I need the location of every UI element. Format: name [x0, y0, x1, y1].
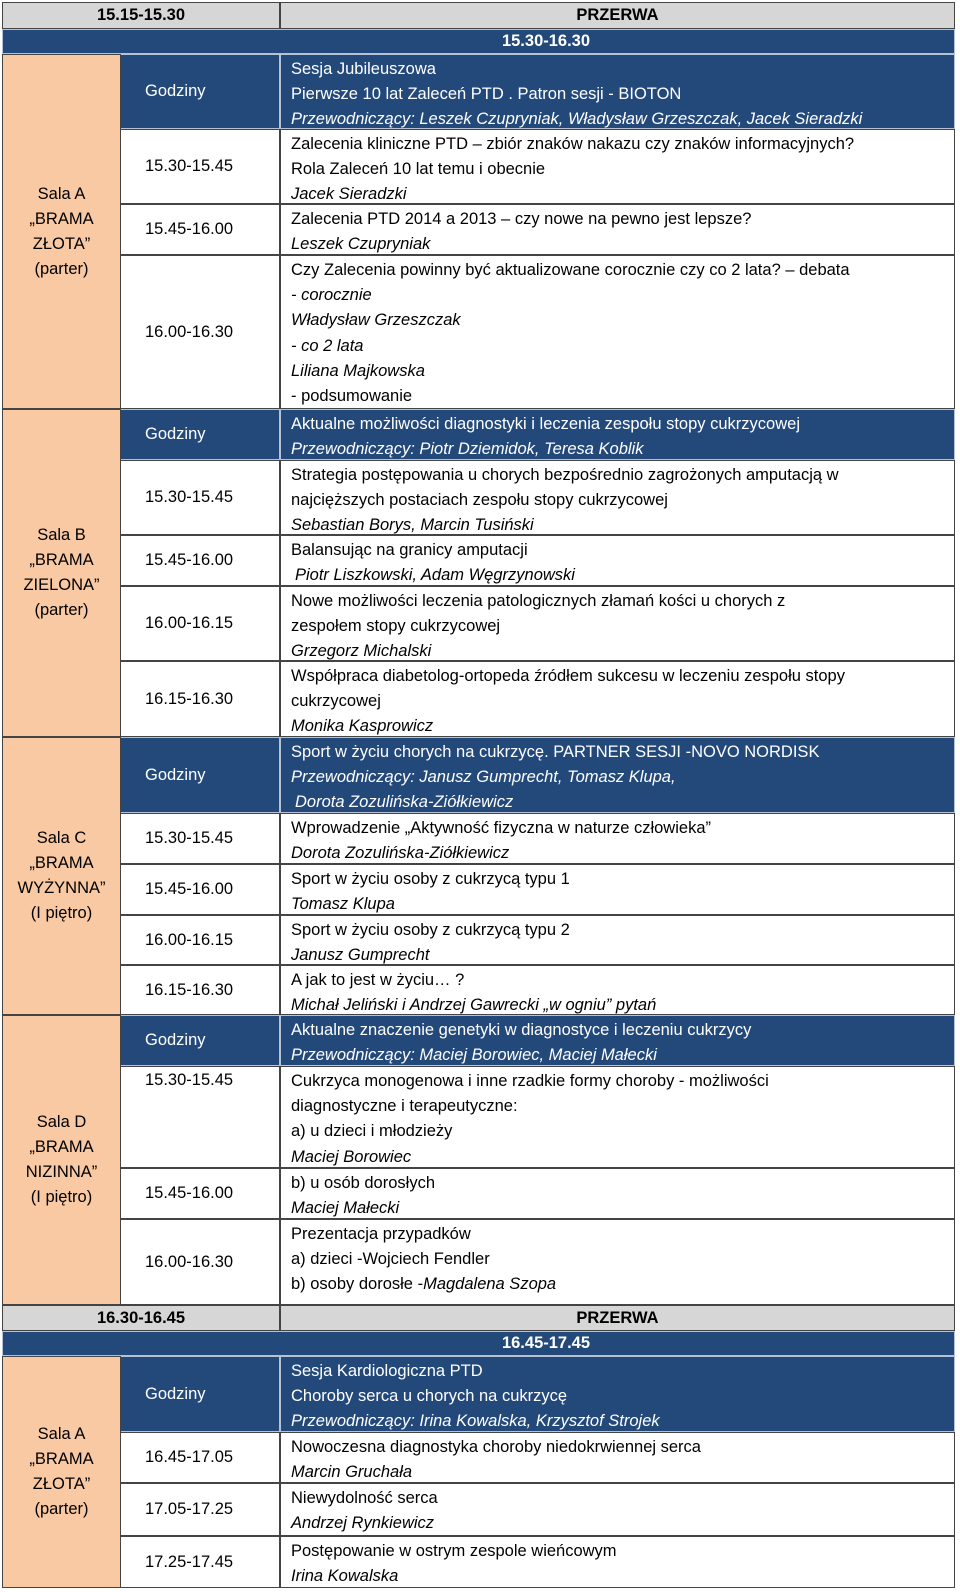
break-label: PRZERWA — [280, 1305, 955, 1331]
talk-title: Sport w życiu osoby z cukrzycą typu 1 — [291, 870, 570, 888]
session-header — [280, 1356, 955, 1432]
slot-time: 16.15-16.30 — [121, 965, 280, 1015]
talk-speaker: Sebastian Borys, Marcin Tusiński — [291, 516, 534, 535]
talk-speaker: Janusz Gumprecht — [291, 946, 430, 965]
room-c-label — [2, 737, 121, 1015]
talk-title: zespołem stopy cukrzycowej — [291, 617, 501, 636]
session-header — [280, 737, 955, 813]
talk-title: najcięższych postaciach zespołu stopy cukrzycowej — [291, 491, 668, 510]
talk — [280, 255, 955, 409]
talk — [280, 1066, 955, 1168]
talk-speaker: Jacek Sieradzki — [291, 185, 407, 204]
slot-time: 15.30-15.45 — [121, 460, 280, 535]
talk-title: cukrzycowej — [291, 692, 381, 711]
room-floor: (I piętro) — [30, 904, 93, 922]
break-time: 16.30-16.45 — [2, 1305, 280, 1331]
slot-time: 15.30-15.45 — [121, 129, 280, 204]
session-chairs: Przewodniczący: Leszek Czupryniak, Władysław Grzeszczak, Jacek Sieradzki — [291, 110, 863, 129]
hours-header: Godziny — [121, 737, 280, 813]
session-title: Sesja Kardiologiczna PTD — [291, 1362, 483, 1380]
case-line — [291, 1272, 954, 1297]
talk — [280, 535, 955, 586]
slot-time: 16.00-16.15 — [121, 586, 280, 661]
talk — [280, 661, 955, 737]
slot-time: 15.30-15.45 — [121, 813, 280, 864]
session-time-header — [2, 1331, 955, 1356]
hours-header: Godziny — [121, 409, 280, 460]
slot-time: 16.00-16.30 — [121, 255, 280, 409]
talk — [280, 129, 955, 204]
talk — [280, 460, 955, 535]
session-time: 15.30-16.30 — [501, 32, 591, 50]
room-floor: (parter) — [34, 601, 89, 619]
room-gate: „BRAMA — [29, 1450, 94, 1468]
talk — [280, 915, 955, 965]
talk-title: Wprowadzenie „Aktywność fizyczna w naturze człowieka” — [291, 819, 711, 837]
session-chairs: Przewodniczący: Irina Kowalska, Krzysztof Strojek — [291, 1412, 660, 1431]
slot-time: 15.45-16.00 — [121, 204, 280, 255]
talk-subtitle: a) u dzieci i młodzieży — [291, 1122, 453, 1141]
room-name: Sala B — [37, 526, 86, 544]
room-gate: „BRAMA — [29, 1138, 94, 1156]
talk-speaker: Michał Jeliński i Andrzej Gawrecki „w ogniu” pytań — [291, 996, 657, 1015]
hours-header: Godziny — [121, 54, 280, 129]
talk-speaker: Andrzej Rynkiewicz — [291, 1514, 435, 1533]
slot-time: 16.15-16.30 — [121, 661, 280, 737]
session-header — [280, 1015, 955, 1066]
slot-time: 17.05-17.25 — [121, 1483, 280, 1536]
talk — [280, 813, 955, 864]
talk-speaker: Irina Kowalska — [291, 1567, 399, 1586]
talk — [280, 965, 955, 1015]
break-label: PRZERWA — [280, 2, 955, 29]
talk — [280, 204, 955, 255]
room-name: Sala D — [36, 1113, 87, 1131]
talk — [280, 1536, 955, 1588]
talk-speaker: Monika Kasprowicz — [291, 717, 434, 736]
room-gate-color: ZIELONA” — [23, 576, 100, 594]
session-title: Aktualne znaczenie genetyki w diagnostyce i leczeniu cukrzycy — [291, 1021, 752, 1039]
room-gate-color: ZŁOTA” — [32, 1475, 91, 1493]
talk-speaker: Dorota Zozulińska-Ziółkiewicz — [291, 844, 510, 863]
slot-time: 15.45-16.00 — [121, 864, 280, 915]
room-gate-color: NIZINNA” — [25, 1163, 98, 1181]
slot-time: 15.45-16.00 — [121, 535, 280, 586]
talk-speaker: Władysław Grzeszczak — [291, 311, 461, 330]
session-title: Aktualne możliwości diagnostyki i leczenia zespołu stopy cukrzycowej — [291, 415, 800, 433]
talk-title: Sport w życiu osoby z cukrzycą typu 2 — [291, 921, 570, 939]
room-floor: (I piętro) — [30, 1188, 93, 1206]
talk-title: diagnostyczne i terapeutyczne: — [291, 1097, 518, 1116]
slot-time: 16.00-16.30 — [121, 1219, 280, 1305]
case-label: b) osoby dorosłe - — [291, 1275, 424, 1294]
room-floor: (parter) — [34, 1500, 89, 1518]
session-title: Sport w życiu chorych na cukrzycę. PARTNER SESJI -NOVO NORDISK — [291, 743, 820, 761]
session-header — [280, 54, 955, 129]
talk-speaker: Maciej Borowiec — [291, 1147, 412, 1166]
talk-title: Zalecenia kliniczne PTD – zbiór znaków nakazu czy znaków informacyjnych? — [291, 135, 855, 153]
talk — [280, 1168, 955, 1219]
session-chairs: Przewodniczący: Maciej Borowiec, Maciej Małecki — [291, 1046, 657, 1065]
room-gate: „BRAMA — [29, 209, 94, 228]
talk-speaker: Liliana Majkowska — [291, 361, 425, 380]
talk-title: Nowoczesna diagnostyka choroby niedokrwiennej serca — [291, 1438, 701, 1456]
room-gate: „BRAMA — [29, 854, 94, 872]
debate-option: - co 2 lata — [291, 336, 364, 355]
session-chairs: Dorota Zozulińska-Ziółkiewicz — [295, 793, 514, 812]
talk-title: Cukrzyca monogenowa i inne rzadkie formy choroby - możliwości — [291, 1072, 769, 1090]
room-name: Sala A — [37, 184, 86, 203]
talk-speaker: Magdalena Szopa — [423, 1275, 557, 1294]
talk-title: Prezentacja przypadków — [291, 1225, 471, 1243]
talk — [280, 1483, 955, 1536]
session-time: 16.45-17.45 — [501, 1334, 591, 1352]
session-chairs: Przewodniczący: Janusz Gumprecht, Tomasz Klupa, — [291, 768, 676, 787]
talk-title: A jak to jest w życiu… ? — [291, 971, 465, 989]
room-d-label — [2, 1015, 121, 1305]
talk-title: Współpraca diabetolog-ortopeda źródłem sukcesu w leczeniu zespołu stopy — [291, 667, 845, 685]
talk-subtitle: b) u osób dorosłych — [291, 1174, 435, 1192]
hours-header: Godziny — [121, 1356, 280, 1432]
talk-title: Postępowanie w ostrym zespole wieńcowym — [291, 1542, 617, 1560]
talk-speaker: Maciej Małecki — [291, 1199, 400, 1218]
room-b-label — [2, 409, 121, 737]
talk-speaker: Grzegorz Michalski — [291, 642, 432, 661]
talk-title: Niewydolność serca — [291, 1489, 438, 1507]
case-line: a) dzieci -Wojciech Fendler — [291, 1250, 490, 1269]
hours-header: Godziny — [121, 1015, 280, 1066]
talk-speaker: Marcin Gruchała — [291, 1463, 413, 1482]
break-time: 15.15-15.30 — [2, 2, 280, 29]
room-gate: „BRAMA — [29, 551, 94, 569]
talk — [280, 1219, 955, 1305]
room-name: Sala C — [36, 829, 87, 847]
talk — [280, 864, 955, 915]
slot-time: 17.25-17.45 — [121, 1536, 280, 1588]
slot-time: 16.45-17.05 — [121, 1432, 280, 1483]
talk-title: Strategia postępowania u chorych bezpośrednio zagrożonych amputacją w — [291, 466, 839, 484]
talk-title: Rola Zaleceń 10 lat temu i obecnie — [291, 160, 546, 179]
session-chairs: Przewodniczący: Piotr Dziemidok, Teresa Koblik — [291, 440, 644, 459]
talk-speaker: Piotr Liszkowski, Adam Węgrzynowski — [295, 566, 575, 585]
session-subtitle: Choroby serca u chorych na cukrzycę — [291, 1387, 568, 1406]
session-title: Sesja Jubileuszowa — [291, 60, 436, 78]
talk-speaker: Tomasz Klupa — [291, 895, 395, 914]
talk — [280, 1432, 955, 1483]
slot-time: 15.45-16.00 — [121, 1168, 280, 1219]
debate-summary: - podsumowanie — [291, 386, 413, 405]
talk-speaker: Leszek Czupryniak — [291, 235, 431, 254]
talk-title: Czy Zalecenia powinny być aktualizowane corocznie czy co 2 lata? – debata — [291, 261, 850, 279]
slot-time: 15.30-15.45 — [121, 1066, 280, 1168]
room-gate-color: ZŁOTA” — [32, 234, 91, 253]
room-a-label — [2, 1356, 121, 1588]
room-gate-color: WYŻYNNA” — [17, 879, 106, 897]
slot-time: 16.00-16.15 — [121, 915, 280, 965]
room-a-label — [2, 54, 121, 409]
talk — [280, 586, 955, 661]
room-floor: (parter) — [34, 259, 89, 278]
session-subtitle: Pierwsze 10 lat Zaleceń PTD . Patron sesji - BIOTON — [291, 85, 682, 104]
session-header — [280, 409, 955, 460]
debate-option: - corocznie — [291, 286, 372, 305]
talk-title: Nowe możliwości leczenia patologicznych złamań kości u chorych z — [291, 592, 786, 610]
session-time-header — [2, 29, 955, 54]
talk-title: Zalecenia PTD 2014 a 2013 – czy nowe na pewno jest lepsze? — [291, 210, 752, 228]
room-name: Sala A — [37, 1425, 86, 1443]
talk-title: Balansując na granicy amputacji — [291, 541, 528, 559]
